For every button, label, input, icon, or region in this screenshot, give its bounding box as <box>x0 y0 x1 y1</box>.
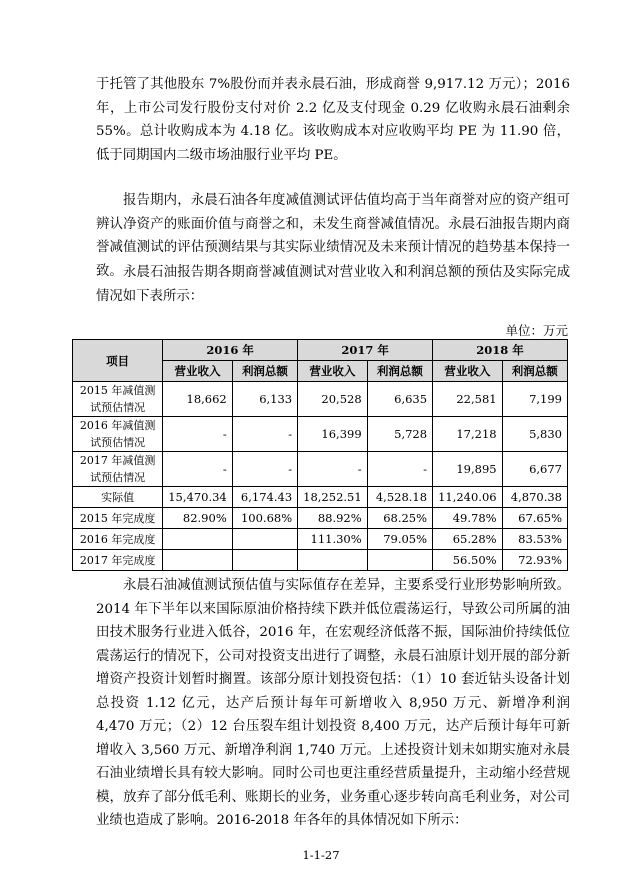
table-cell: 6,133 <box>232 382 297 417</box>
table-row-label: 2015 年减值测试预估情况 <box>73 382 163 417</box>
table-row-label: 2017 年减值测试预估情况 <box>73 452 163 487</box>
paragraph-impairment-test: 报告期内，永晨石油各年度减值测试评估值均高于当年商誉对应的资产组可辨认净资产的账面价值与商誉之和，未发生商誉减值情况。永晨石油报告期内商誉减值测试的评估预测结果与其实际业绩情况及未来预计情况的趋势基本保持一致。 <box>96 193 570 279</box>
table-cell <box>232 550 297 571</box>
table-cell: 6,635 <box>367 382 432 417</box>
table-cell: 4,528.18 <box>367 487 432 508</box>
table-cell: 18,662 <box>163 382 233 417</box>
table-row <box>73 529 568 550</box>
table-cell: 111.30% <box>298 529 368 550</box>
table-row <box>73 382 568 417</box>
table-sub-header: 营业收入 <box>163 361 233 382</box>
paragraph-table-intro: 永晨石油报告期各期商誉减值测试对营业收入和利润总额的预估及实际完成情况如下表所示： <box>96 265 570 304</box>
page-number: 1-1-27 <box>302 848 340 862</box>
table-sub-header: 利润总额 <box>232 361 297 382</box>
table-cell: - <box>232 417 297 452</box>
table-row-label: 2015 年完成度 <box>73 508 163 529</box>
table-year-header: 2016 年 <box>163 340 298 361</box>
table-row-label: 2016 年完成度 <box>73 529 163 550</box>
table-cell: - <box>163 417 233 452</box>
table-item-header: 项目 <box>73 340 163 382</box>
table-cell: 6,677 <box>502 452 567 487</box>
table-year-header: 2018 年 <box>433 340 568 361</box>
table-row <box>73 487 568 508</box>
table-cell: 19,895 <box>433 452 503 487</box>
table-cell: 5,728 <box>367 417 432 452</box>
table-row <box>73 452 568 487</box>
table-cell: 67.65% <box>502 508 567 529</box>
table-cell: 15,470.34 <box>163 487 233 508</box>
table-cell: 68.25% <box>367 508 432 529</box>
table-cell: 65.28% <box>433 529 503 550</box>
table-cell: 7,199 <box>502 382 567 417</box>
table-cell: 56.50% <box>433 550 503 571</box>
table-sub-header: 利润总额 <box>367 361 432 382</box>
paragraph-variance-explanation: 永晨石油减值测试预估值与实际值存在差异，主要系受行业形势影响所致。2014 年下半年以来国际原油价格持续下跌并低位震荡运行，导致公司所属的油田技术服务行业进入低谷，2016 年，在宏观经济低落不振，国际油价持续低位震荡运行的情况下，公司对投资支出进行了调整，永晨石油原计划开展的部分新增资产投资计划暂时搁置。该部分原计划投资包括：（1）10 套近钻头设备计划总投资 1.12 亿元，达产后预计每年可新增收入 8,950 万元、新增净利润 4,470 万元；（2）12 台压裂车组计划投资 8,400 万元，达产后预计每年可新增收入 3,560 万元、新增净利润 1,740 万元。上述投资计划未如期实施对永晨石油业绩增长具有较大影响。同时公司也更注重经营质量提升，主动缩小经营规模，放弃了部分低毛利、账期长的业务，业务重心逐步转向高毛利业务，对公司业绩也造成了影响。2016-2018 年各年的具体情况如下所示： <box>96 578 570 828</box>
table-row <box>73 508 568 529</box>
table-cell <box>298 550 368 571</box>
table-cell <box>367 550 432 571</box>
table-cell: - <box>298 452 368 487</box>
table-year-header-row <box>73 340 568 361</box>
table-cell: 20,528 <box>298 382 368 417</box>
table-cell: 11,240.06 <box>433 487 503 508</box>
table-cell: 49.78% <box>433 508 503 529</box>
table-cell: 16,399 <box>298 417 368 452</box>
table-cell: 5,830 <box>502 417 567 452</box>
table-row-label: 实际值 <box>73 487 163 508</box>
table-cell: 83.53% <box>502 529 567 550</box>
table-sub-header: 利润总额 <box>502 361 567 382</box>
table-cell: 72.93% <box>502 550 567 571</box>
table-cell: 18,252.51 <box>298 487 368 508</box>
table-cell: 82.90% <box>163 508 233 529</box>
table-cell: - <box>232 452 297 487</box>
table-cell <box>232 529 297 550</box>
table-cell <box>163 550 233 571</box>
table-cell: - <box>163 452 233 487</box>
paragraph-acquisition-cost: 于托管了其他股东 7%股份而并表永晨石油，形成商誉 9,917.12 万元）；2016 年，上市公司发行股份支付对价 2.2 亿及支付现金 0.29 亿收购永晨石油剩余 55%。总计收购成本为 4.18 亿。该收购成本对应收购平均 PE 为 11.90 倍，低于同期国内二级市场油服行业平均 PE。 <box>96 77 570 163</box>
table-cell: 4,870.38 <box>502 487 567 508</box>
table-row-label: 2017 年完成度 <box>73 550 163 571</box>
table-sub-header: 营业收入 <box>298 361 368 382</box>
table-row <box>73 417 568 452</box>
table-cell: 22,581 <box>433 382 503 417</box>
impairment-forecast-table <box>72 339 568 571</box>
table-cell: 17,218 <box>433 417 503 452</box>
table-cell: - <box>367 452 432 487</box>
table-year-header: 2017 年 <box>298 340 433 361</box>
table-cell: 100.68% <box>232 508 297 529</box>
table-cell: 79.05% <box>367 529 432 550</box>
table-cell: 88.92% <box>298 508 368 529</box>
table-row <box>73 550 568 571</box>
table-body <box>73 382 568 571</box>
table-cell <box>163 529 233 550</box>
table-row-label: 2016 年减值测试预估情况 <box>73 417 163 452</box>
table-cell: 6,174.43 <box>232 487 297 508</box>
table-unit-label: 单位：万元 <box>505 323 568 338</box>
table-sub-header: 营业收入 <box>433 361 503 382</box>
